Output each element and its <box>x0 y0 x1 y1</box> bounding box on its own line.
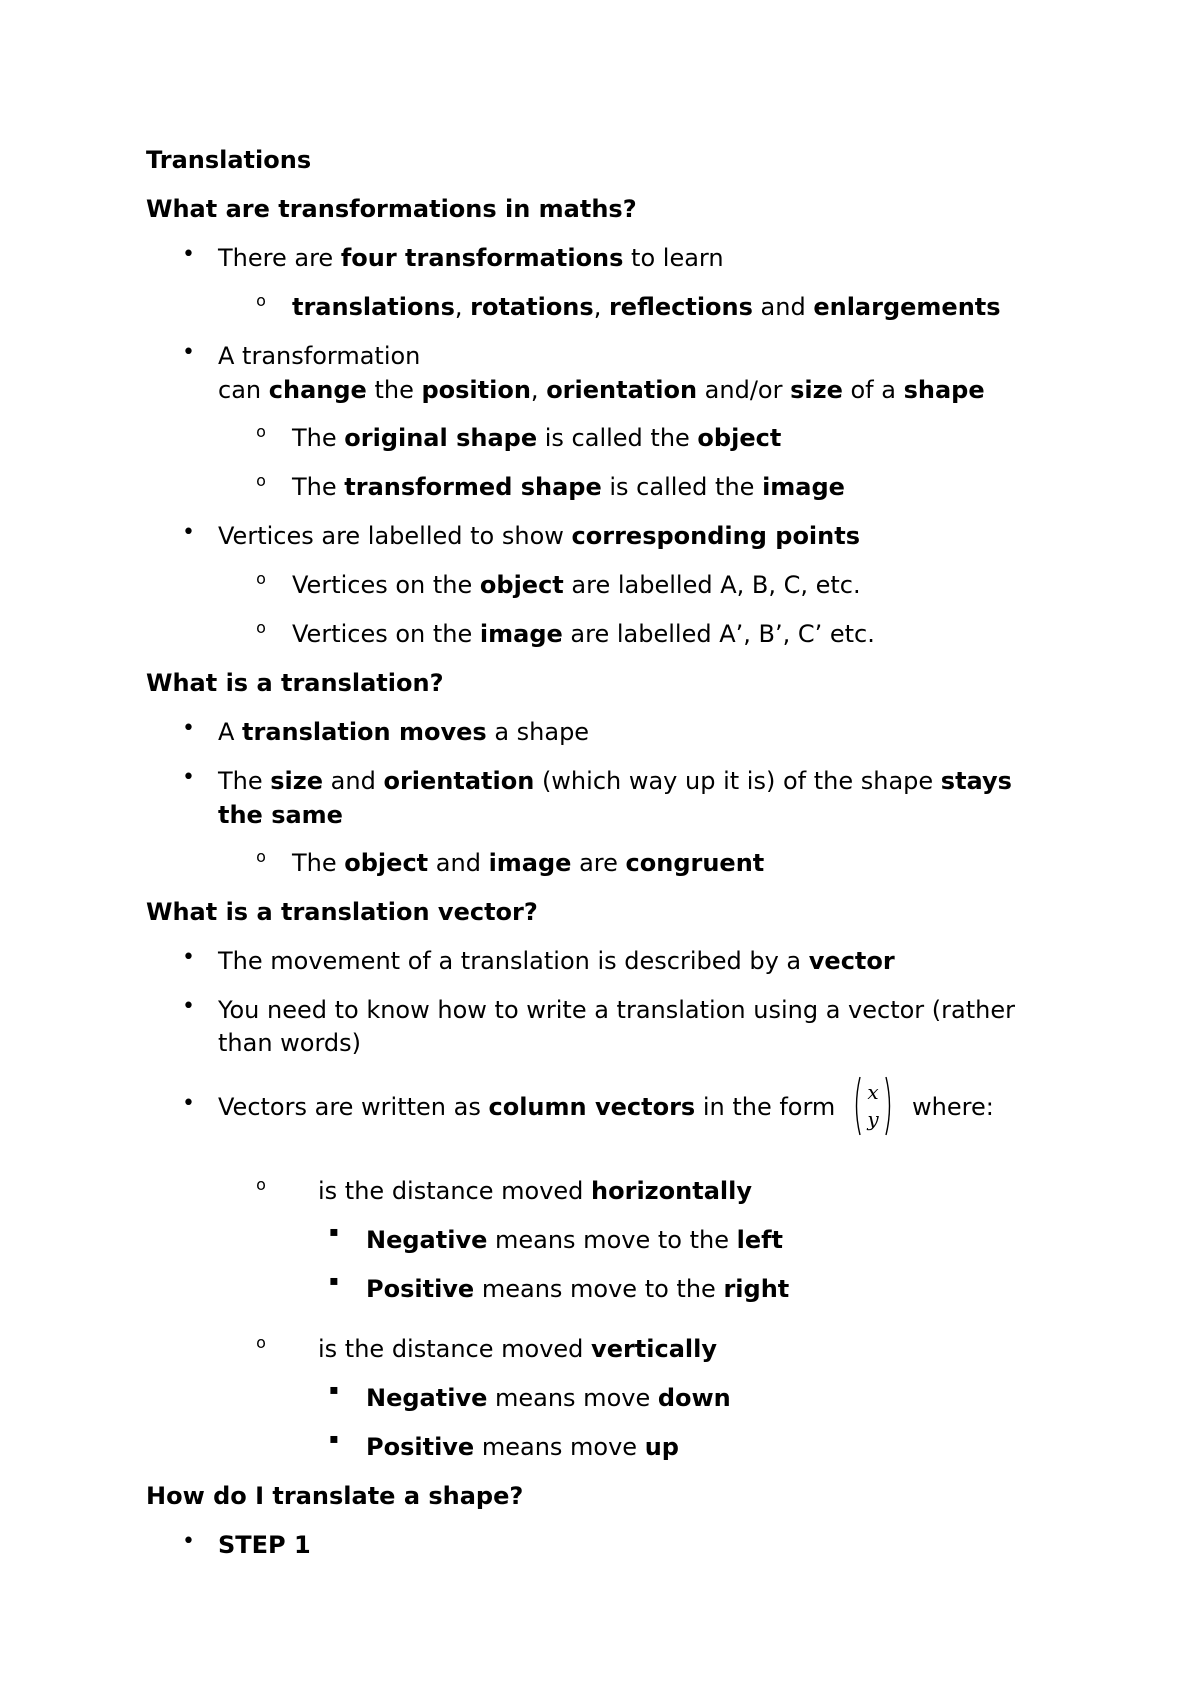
sub-bullet: o <box>256 1175 266 1194</box>
sub-sub-bullet: ▪ <box>329 1431 339 1447</box>
section-heading-vector: What is a translation vector? <box>146 898 538 926</box>
bullet: • <box>182 1091 195 1116</box>
list-item: There are four transformations to learn <box>218 244 724 272</box>
section-heading-how-to: How do I translate a shape? <box>146 1482 524 1510</box>
sub-sub-bullet: ▪ <box>329 1273 339 1289</box>
list-item: Vectors are written as column vectors in the form <box>218 1093 836 1121</box>
list-item: The size and orientation (which way up it is) of the shape stays <box>218 767 1012 795</box>
list-item: Vertices are labelled to show corresponding points <box>218 522 860 550</box>
list-item: A transformation <box>218 342 421 370</box>
sub-bullet: o <box>256 569 266 588</box>
list-item: translations, rotations, reflections and enlargements <box>292 293 1001 321</box>
section-heading-translation: What is a translation? <box>146 669 444 697</box>
bullet: • <box>182 340 195 365</box>
list-item: Vertices on the image are labelled A’, B’, C’ etc. <box>292 620 875 648</box>
list-item: A translation moves a shape <box>218 718 590 746</box>
list-item: The object and image are congruent <box>292 849 765 877</box>
sub-bullet: o <box>256 847 266 866</box>
list-item: STEP 1 <box>218 1531 311 1559</box>
list-item: is the distance moved horizontally <box>318 1177 752 1205</box>
bullet: • <box>182 520 195 545</box>
sub-sub-bullet: ▪ <box>329 1224 339 1240</box>
list-item-continuation: than words) <box>218 1029 362 1057</box>
vector-y: y <box>867 1107 879 1131</box>
list-item: The movement of a translation is described by a vector <box>218 947 895 975</box>
bullet: • <box>182 765 195 790</box>
sub-sub-bullet: ▪ <box>329 1382 339 1398</box>
list-item: is the distance moved vertically <box>318 1335 718 1363</box>
column-vector <box>852 1075 894 1137</box>
bullet: • <box>182 242 195 267</box>
list-item-continuation: the same <box>218 801 343 829</box>
list-item: Positive means move up <box>366 1433 679 1461</box>
sub-bullet: o <box>256 1333 266 1352</box>
list-item: The original shape is called the object <box>292 424 782 452</box>
sub-bullet: o <box>256 618 266 637</box>
list-item-continuation: can change the position, orientation and/or size of a shape <box>218 376 985 404</box>
bullet: • <box>182 945 195 970</box>
list-item: Negative means move to the left <box>366 1226 784 1254</box>
sub-bullet: o <box>256 471 266 490</box>
sub-bullet: o <box>256 291 266 310</box>
bullet: • <box>182 716 195 741</box>
list-item: Negative means move down <box>366 1384 731 1412</box>
section-heading-transformations: What are transformations in maths? <box>146 195 637 223</box>
bullet: • <box>182 1529 195 1554</box>
list-item: You need to know how to write a translation using a vector (rather <box>218 996 1015 1024</box>
list-item: Positive means move to the right <box>366 1275 790 1303</box>
sub-bullet: o <box>256 422 266 441</box>
bullet: • <box>182 994 195 1019</box>
list-item: Vertices on the object are labelled A, B, C, etc. <box>292 571 861 599</box>
list-item-suffix: where: <box>912 1093 994 1121</box>
list-item: The transformed shape is called the image <box>292 473 845 501</box>
page-title: Translations <box>146 146 312 174</box>
vector-x: x <box>867 1080 879 1104</box>
